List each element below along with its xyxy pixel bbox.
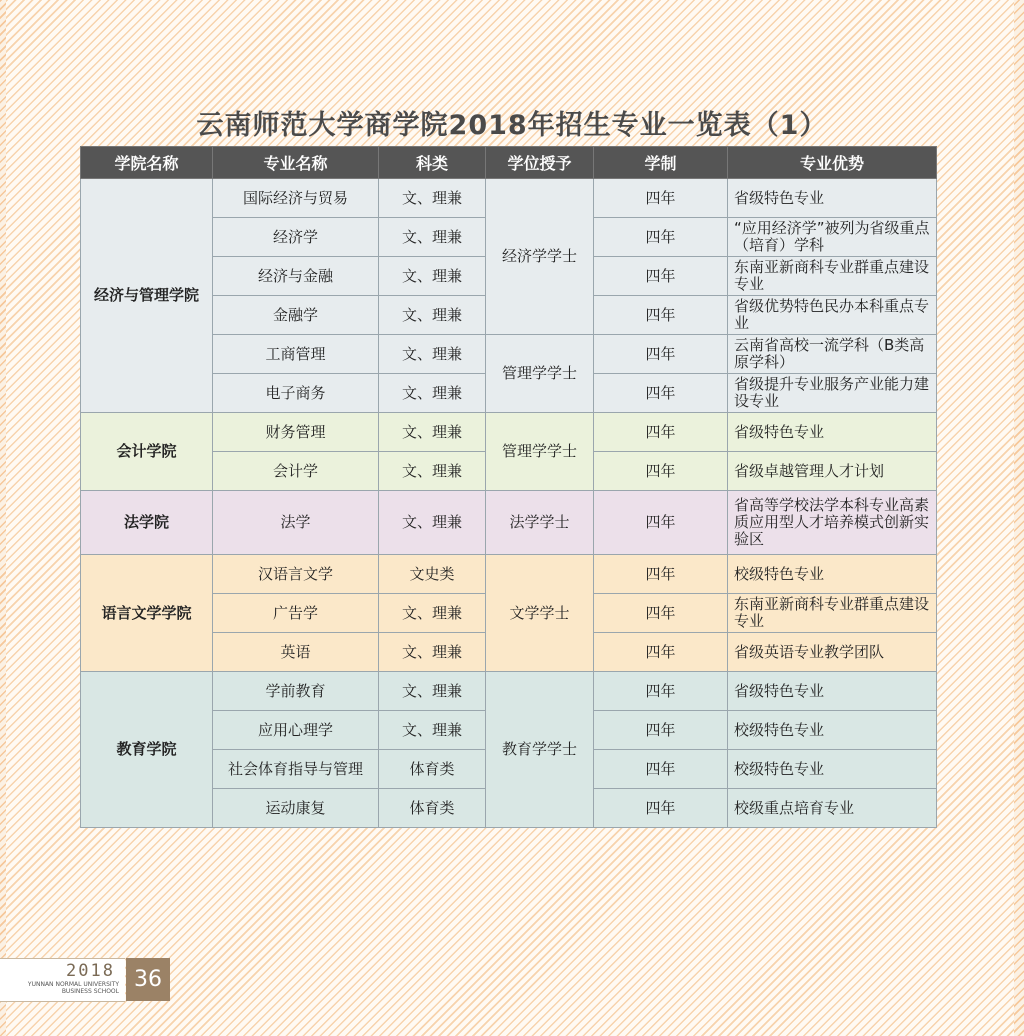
major-cell: 广告学 <box>213 594 379 633</box>
advantage-cell: 省级提升专业服务产业能力建设专业 <box>728 374 937 413</box>
advantage-cell: 省级卓越管理人才计划 <box>728 452 937 491</box>
college-cell: 教育学院 <box>81 672 213 828</box>
duration-cell: 四年 <box>594 452 728 491</box>
duration-cell: 四年 <box>594 335 728 374</box>
duration-cell: 四年 <box>594 413 728 452</box>
advantage-cell: 东南亚新商科专业群重点建设专业 <box>728 257 937 296</box>
major-cell: 社会体育指导与管理 <box>213 750 379 789</box>
footer-year: 2018 <box>66 961 115 981</box>
footer-school-line2: BUSINESS SCHOOL <box>61 988 119 995</box>
category-cell: 文、理兼 <box>379 594 486 633</box>
duration-cell: 四年 <box>594 179 728 218</box>
page-number: 36 <box>126 958 170 1001</box>
advantage-cell: 云南省高校一流学科（B类高原学科） <box>728 335 937 374</box>
major-cell: 会计学 <box>213 452 379 491</box>
duration-cell: 四年 <box>594 257 728 296</box>
category-cell: 文、理兼 <box>379 672 486 711</box>
table-row <box>81 413 937 452</box>
page-title: 云南师范大学商学院2018年招生专业一览表（1） <box>196 110 828 141</box>
footer-school-band <box>0 958 125 1002</box>
major-cell: 国际经济与贸易 <box>213 179 379 218</box>
advantage-cell: 省级特色专业 <box>728 179 937 218</box>
category-cell: 文、理兼 <box>379 218 486 257</box>
college-cell: 语言文学学院 <box>81 555 213 672</box>
advantage-cell: 省高等学校法学本科专业高素质应用型人才培养模式创新实验区 <box>728 491 937 555</box>
table-row <box>81 672 937 711</box>
degree-cell: 法学学士 <box>486 491 594 555</box>
category-cell: 文、理兼 <box>379 491 486 555</box>
degree-cell: 管理学学士 <box>486 335 594 413</box>
category-cell: 文、理兼 <box>379 374 486 413</box>
advantage-cell: “应用经济学”被列为省级重点（培育）学科 <box>728 218 937 257</box>
category-cell: 文、理兼 <box>379 711 486 750</box>
advantage-cell: 校级特色专业 <box>728 555 937 594</box>
advantage-cell: 省级特色专业 <box>728 672 937 711</box>
degree-cell: 教育学学士 <box>486 672 594 828</box>
duration-cell: 四年 <box>594 374 728 413</box>
advantage-cell: 省级英语专业教学团队 <box>728 633 937 672</box>
major-cell: 经济与金融 <box>213 257 379 296</box>
category-cell: 文、理兼 <box>379 179 486 218</box>
category-cell: 文、理兼 <box>379 257 486 296</box>
header-degree: 学位授予 <box>486 147 594 179</box>
major-cell: 工商管理 <box>213 335 379 374</box>
major-cell: 英语 <box>213 633 379 672</box>
major-cell: 经济学 <box>213 218 379 257</box>
degree-cell: 文学学士 <box>486 555 594 672</box>
duration-cell: 四年 <box>594 296 728 335</box>
category-cell: 文史类 <box>379 555 486 594</box>
major-cell: 运动康复 <box>213 789 379 828</box>
major-cell: 金融学 <box>213 296 379 335</box>
duration-cell: 四年 <box>594 750 728 789</box>
duration-cell: 四年 <box>594 555 728 594</box>
table-row <box>81 179 937 218</box>
major-cell: 电子商务 <box>213 374 379 413</box>
footer-school-line1: YUNNAN NORMAL UNIVERSITY <box>27 981 119 988</box>
header-advantage: 专业优势 <box>728 147 937 179</box>
college-cell: 法学院 <box>81 491 213 555</box>
category-cell: 文、理兼 <box>379 452 486 491</box>
table-row <box>81 491 937 555</box>
header-college: 学院名称 <box>81 147 213 179</box>
college-cell: 经济与管理学院 <box>81 179 213 413</box>
page-footer <box>0 958 170 1002</box>
duration-cell: 四年 <box>594 594 728 633</box>
table-row <box>81 555 937 594</box>
category-cell: 体育类 <box>379 750 486 789</box>
advantage-cell: 省级优势特色民办本科重点专业 <box>728 296 937 335</box>
footer-school-name <box>28 981 119 995</box>
major-cell: 应用心理学 <box>213 711 379 750</box>
major-cell: 法学 <box>213 491 379 555</box>
header-category: 科类 <box>379 147 486 179</box>
table-header-row <box>81 147 937 179</box>
degree-cell: 管理学学士 <box>486 413 594 491</box>
major-cell: 财务管理 <box>213 413 379 452</box>
advantage-cell: 东南亚新商科专业群重点建设专业 <box>728 594 937 633</box>
duration-cell: 四年 <box>594 672 728 711</box>
advantage-cell: 省级特色专业 <box>728 413 937 452</box>
category-cell: 文、理兼 <box>379 413 486 452</box>
duration-cell: 四年 <box>594 491 728 555</box>
duration-cell: 四年 <box>594 789 728 828</box>
category-cell: 文、理兼 <box>379 296 486 335</box>
duration-cell: 四年 <box>594 711 728 750</box>
category-cell: 文、理兼 <box>379 335 486 374</box>
header-major: 专业名称 <box>213 147 379 179</box>
duration-cell: 四年 <box>594 218 728 257</box>
college-cell: 会计学院 <box>81 413 213 491</box>
header-duration: 学制 <box>594 147 728 179</box>
category-cell: 体育类 <box>379 789 486 828</box>
major-cell: 学前教育 <box>213 672 379 711</box>
advantage-cell: 校级特色专业 <box>728 750 937 789</box>
category-cell: 文、理兼 <box>379 633 486 672</box>
advantage-cell: 校级特色专业 <box>728 711 937 750</box>
majors-table <box>80 146 937 828</box>
degree-cell: 经济学学士 <box>486 179 594 335</box>
duration-cell: 四年 <box>594 633 728 672</box>
major-cell: 汉语言文学 <box>213 555 379 594</box>
advantage-cell: 校级重点培育专业 <box>728 789 937 828</box>
